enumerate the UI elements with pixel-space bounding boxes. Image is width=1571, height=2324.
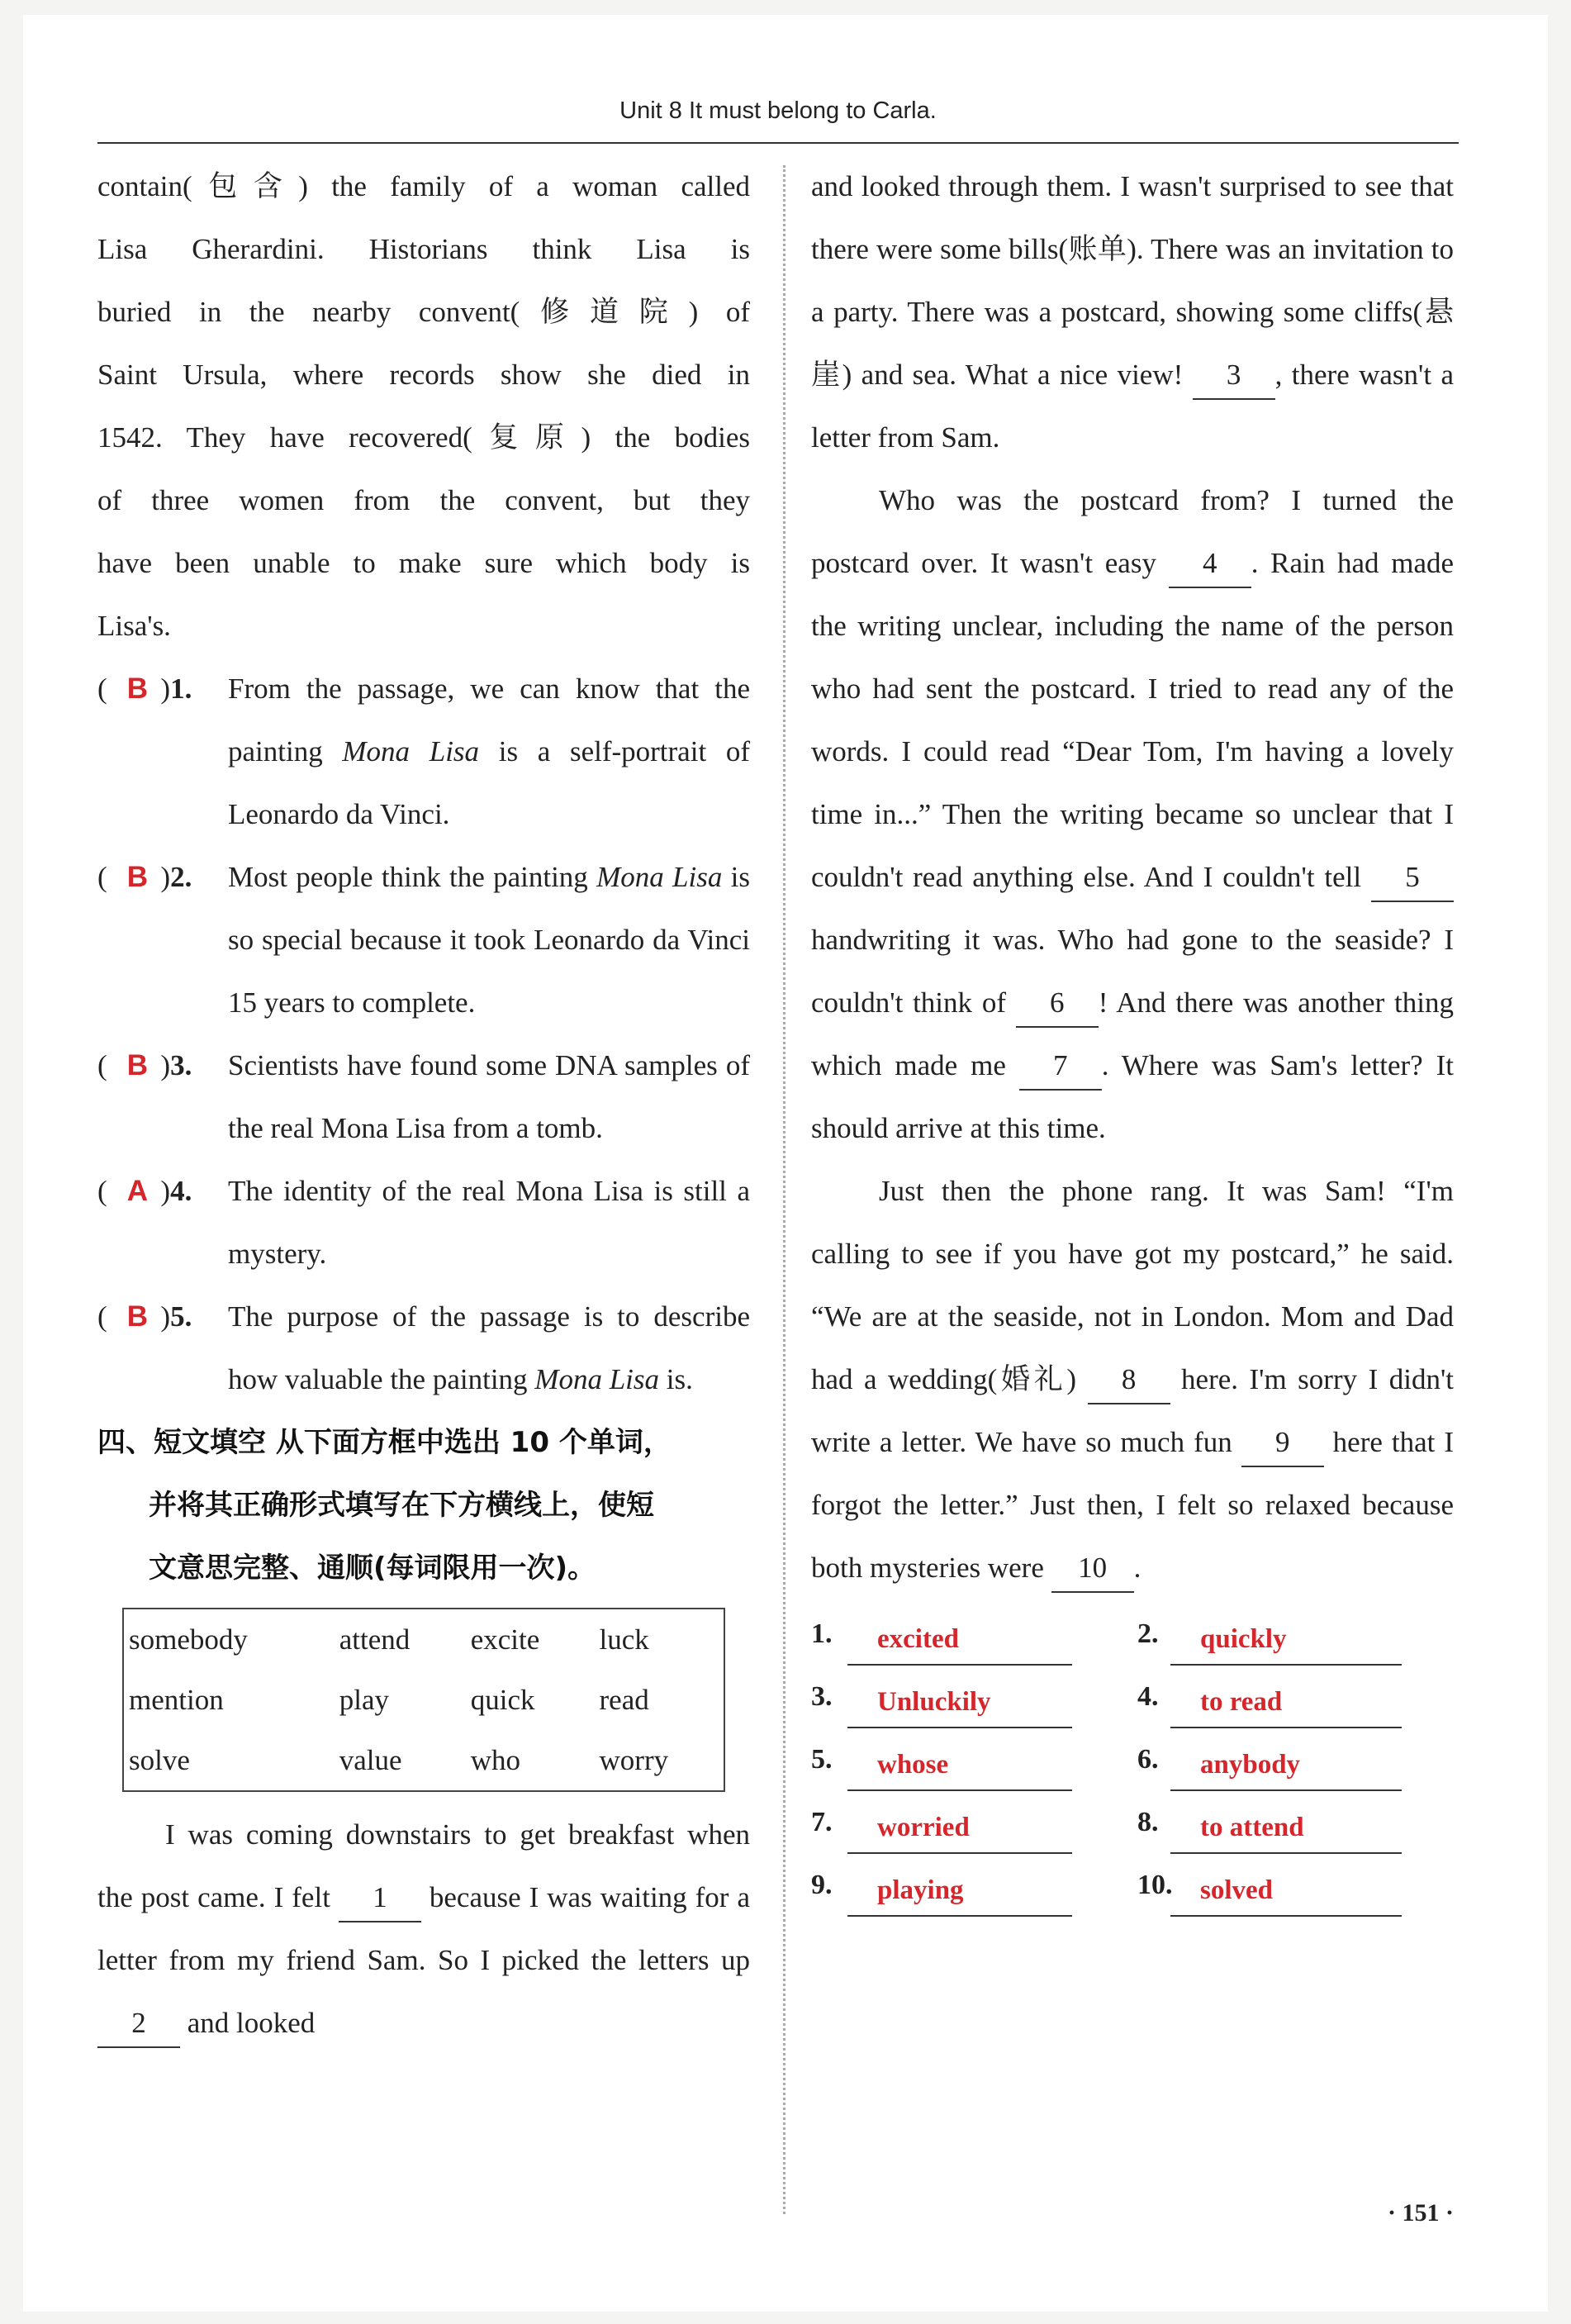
answer-item-3 bbox=[811, 1666, 1137, 1728]
word-box-cell: who bbox=[470, 1744, 521, 1776]
story-text-part: Who was the postcard from? I turned the postcard over. It wasn't easy bbox=[811, 484, 1454, 579]
answer-item-5 bbox=[811, 1728, 1137, 1791]
story-text-part: here. I'm sorry I didn't write a letter. We have so much fun bbox=[811, 1363, 1454, 1458]
passage-line: Saint Ursula, where records show she died in bbox=[97, 359, 750, 391]
answer-item-2 bbox=[1137, 1603, 1454, 1666]
passage-line: have been unable to make sure which body is bbox=[97, 547, 750, 579]
answer-number: 3. bbox=[811, 1681, 833, 1712]
story-text-part: . Rain had made the writing unclear, including the name of the person who had sent the postcard. I tried to read any of the words. I could read “Dear Tom, I'm having a lovely time in...” Then the writing became so unclear that I couldn't read anything else. And I couldn't tell bbox=[811, 547, 1455, 893]
question-number: 5. bbox=[170, 1300, 192, 1333]
answer-item-7 bbox=[811, 1791, 1137, 1854]
question-text-part: Most people think the painting bbox=[228, 861, 597, 893]
word-box-cell: somebody bbox=[129, 1623, 248, 1656]
question-italic-title: Mona Lisa bbox=[342, 735, 480, 768]
question-answer: B bbox=[126, 1300, 149, 1333]
word-box-cell: excite bbox=[470, 1623, 540, 1656]
story-paragraph-2 bbox=[811, 469, 1454, 1160]
question-text bbox=[228, 846, 750, 1034]
answer-item-8 bbox=[1137, 1791, 1454, 1854]
story-text-part: handwriting it was. Who had gone to the seaside? I couldn't think of bbox=[811, 924, 1454, 1019]
answer-word: to attend bbox=[1170, 1803, 1402, 1854]
story-text-part: Just then the phone rang. It was Sam! “I'm calling to see if you have got my postcard,” he said. “We are at the seaside, not in London. Mom and Dad had a wedding(婚礼) bbox=[811, 1175, 1454, 1395]
question-2 bbox=[97, 846, 750, 1034]
answer-number: 1. bbox=[811, 1618, 833, 1649]
word-box-row bbox=[123, 1609, 724, 1670]
word-box bbox=[122, 1608, 725, 1792]
answer-item-4 bbox=[1137, 1666, 1454, 1728]
answer-bracket: ( B )2. bbox=[97, 846, 228, 1034]
question-number: 4. bbox=[170, 1175, 192, 1207]
answer-bracket: ( A )4. bbox=[97, 1160, 228, 1286]
question-text: The identity of the real Mona Lisa is still a mystery. bbox=[228, 1175, 750, 1270]
word-box-cell: play bbox=[339, 1684, 390, 1716]
answer-number: 4. bbox=[1137, 1681, 1159, 1712]
story-text bbox=[97, 1804, 750, 2055]
blank-6[interactable]: 6 bbox=[1016, 980, 1099, 1028]
column-divider bbox=[783, 165, 786, 2214]
question-italic-title: Mona Lisa bbox=[596, 861, 723, 893]
blank-1[interactable]: 1 bbox=[339, 1875, 421, 1922]
word-box-cell: read bbox=[599, 1684, 649, 1716]
word-box-cell: value bbox=[339, 1744, 402, 1776]
question-text-part: is so special because it took Leonardo da Vinci 15 years to complete. bbox=[228, 861, 750, 1019]
story-text bbox=[811, 155, 1454, 469]
answer-word: worried bbox=[847, 1803, 1072, 1854]
question-4 bbox=[97, 1160, 750, 1286]
question-italic-title: Mona Lisa bbox=[534, 1363, 660, 1395]
question-text bbox=[228, 1286, 750, 1411]
word-box-cell: solve bbox=[129, 1744, 190, 1776]
question-answer: B bbox=[126, 861, 149, 893]
question-answer: B bbox=[126, 1049, 149, 1081]
answer-item-1 bbox=[811, 1603, 1137, 1666]
blank-8[interactable]: 8 bbox=[1088, 1357, 1170, 1404]
passage-line: contain(包含) the family of a woman called bbox=[97, 170, 750, 202]
story-paragraph-1-end bbox=[811, 155, 1454, 469]
answer-word: excited bbox=[847, 1614, 1072, 1666]
page-number: · 151 · bbox=[1387, 2199, 1454, 2227]
word-box-cell: mention bbox=[129, 1684, 224, 1716]
question-5 bbox=[97, 1286, 750, 1411]
answer-number: 2. bbox=[1137, 1618, 1159, 1649]
question-text-part: is a self-portrait of Leonardo da Vinci. bbox=[228, 735, 750, 830]
story-text bbox=[811, 469, 1454, 1160]
answer-key bbox=[811, 1603, 1454, 1917]
story-text-part: . Where was Sam's letter? It should arrive at this time. bbox=[811, 1049, 1454, 1144]
question-text bbox=[228, 658, 750, 846]
question-1 bbox=[97, 658, 750, 846]
story-text-part: because I was waiting for a letter from my friend Sam. So I picked the letters up bbox=[97, 1881, 750, 1976]
story-text-part: here that I forgot the letter.” Just then, I felt so relaxed because both mysteries were bbox=[811, 1426, 1454, 1584]
blank-9[interactable]: 9 bbox=[1241, 1419, 1324, 1467]
blank-10[interactable]: 10 bbox=[1051, 1545, 1134, 1593]
word-box-row bbox=[123, 1670, 724, 1730]
blank-5[interactable]: 5 bbox=[1371, 854, 1454, 902]
answer-word: quickly bbox=[1170, 1614, 1402, 1666]
answer-word: anybody bbox=[1170, 1740, 1402, 1791]
answer-number: 8. bbox=[1137, 1807, 1159, 1837]
answer-bracket: ( B )3. bbox=[97, 1034, 228, 1160]
story-text-part: and looked bbox=[180, 2007, 316, 2039]
answer-item-6 bbox=[1137, 1728, 1454, 1791]
answer-number: 5. bbox=[811, 1744, 833, 1775]
question-text-part: is. bbox=[659, 1363, 693, 1395]
story-text-part: . bbox=[1133, 1552, 1141, 1584]
story-text bbox=[811, 1160, 1454, 1599]
word-box-cell: quick bbox=[470, 1684, 535, 1716]
answer-bracket: ( B )5. bbox=[97, 1286, 228, 1411]
answer-word: to read bbox=[1170, 1677, 1402, 1728]
passage-line: of three women from the convent, but they bbox=[97, 484, 750, 516]
answer-word: solved bbox=[1170, 1865, 1402, 1917]
word-box-cell: attend bbox=[339, 1623, 411, 1656]
answer-bracket: ( B )1. bbox=[97, 658, 228, 846]
answer-number: 7. bbox=[811, 1807, 833, 1837]
word-box-cell: luck bbox=[599, 1623, 649, 1656]
story-text-part: , there wasn't a letter from Sam. bbox=[811, 359, 1454, 454]
section-heading-line: 并将其正确形式填写在下方横线上，使短 bbox=[149, 1489, 654, 1522]
word-box-row bbox=[123, 1730, 724, 1791]
question-number: 1. bbox=[170, 672, 192, 705]
question-answer: A bbox=[126, 1175, 149, 1207]
answer-number: 6. bbox=[1137, 1744, 1159, 1775]
question-number: 2. bbox=[170, 861, 192, 893]
blank-7[interactable]: 7 bbox=[1019, 1043, 1102, 1091]
answer-item-10 bbox=[1137, 1854, 1454, 1917]
question-text-part: The purpose of the passage is to describe how valuable the painting bbox=[228, 1300, 750, 1395]
story-text-part: I was coming downstairs to get breakfast when the post came. I felt bbox=[97, 1818, 750, 1913]
story-text-part: and looked through them. I wasn't surprised to see that there were some bills(账单). There was an invitation to a party. There was a postcard, showing some cliffs(悬崖) and sea. What a nice view! bbox=[811, 170, 1454, 391]
question-text-part: From the passage, we can know that the painting bbox=[228, 672, 750, 768]
question-answer: B bbox=[126, 672, 149, 705]
question-3 bbox=[97, 1034, 750, 1160]
story-text-part: ! And there was another thing which made me bbox=[811, 986, 1454, 1081]
passage-line: buried in the nearby convent(修道院) of bbox=[97, 296, 750, 328]
answer-word: playing bbox=[847, 1865, 1072, 1917]
blank-4[interactable]: 4 bbox=[1169, 540, 1251, 588]
answer-word: whose bbox=[847, 1740, 1072, 1791]
question-text: Scientists have found some DNA samples of the real Mona Lisa from a tomb. bbox=[228, 1049, 750, 1144]
page-header: Unit 8 It must belong to Carla. bbox=[97, 79, 1459, 144]
left-column bbox=[97, 155, 750, 2055]
section-4-heading bbox=[97, 1411, 750, 1599]
section-heading-line: 四、短文填空 从下面方框中选出 10 个单词， bbox=[97, 1426, 672, 1459]
passage-end bbox=[97, 155, 750, 658]
answer-number: 9. bbox=[811, 1870, 833, 1900]
passage-line: Lisa Gherardini. Historians think Lisa is bbox=[97, 233, 750, 265]
blank-3[interactable]: 3 bbox=[1193, 352, 1275, 400]
passage-line: Lisa's. bbox=[97, 610, 171, 642]
question-list bbox=[97, 658, 750, 1411]
answer-word: Unluckily bbox=[847, 1677, 1072, 1728]
section-heading-line: 文意思完整、通顺(每词限用一次)。 bbox=[149, 1552, 596, 1585]
passage-line: 1542. They have recovered(复原) the bodies bbox=[97, 421, 750, 454]
answer-item-9 bbox=[811, 1854, 1137, 1917]
right-column bbox=[811, 155, 1454, 1917]
answer-number: 10. bbox=[1137, 1870, 1173, 1900]
question-number: 3. bbox=[170, 1049, 192, 1081]
story-paragraph-1-start bbox=[97, 1804, 750, 2055]
word-box-cell: worry bbox=[599, 1744, 669, 1776]
blank-2[interactable]: 2 bbox=[97, 2000, 180, 2048]
story-paragraph-3 bbox=[811, 1160, 1454, 1599]
